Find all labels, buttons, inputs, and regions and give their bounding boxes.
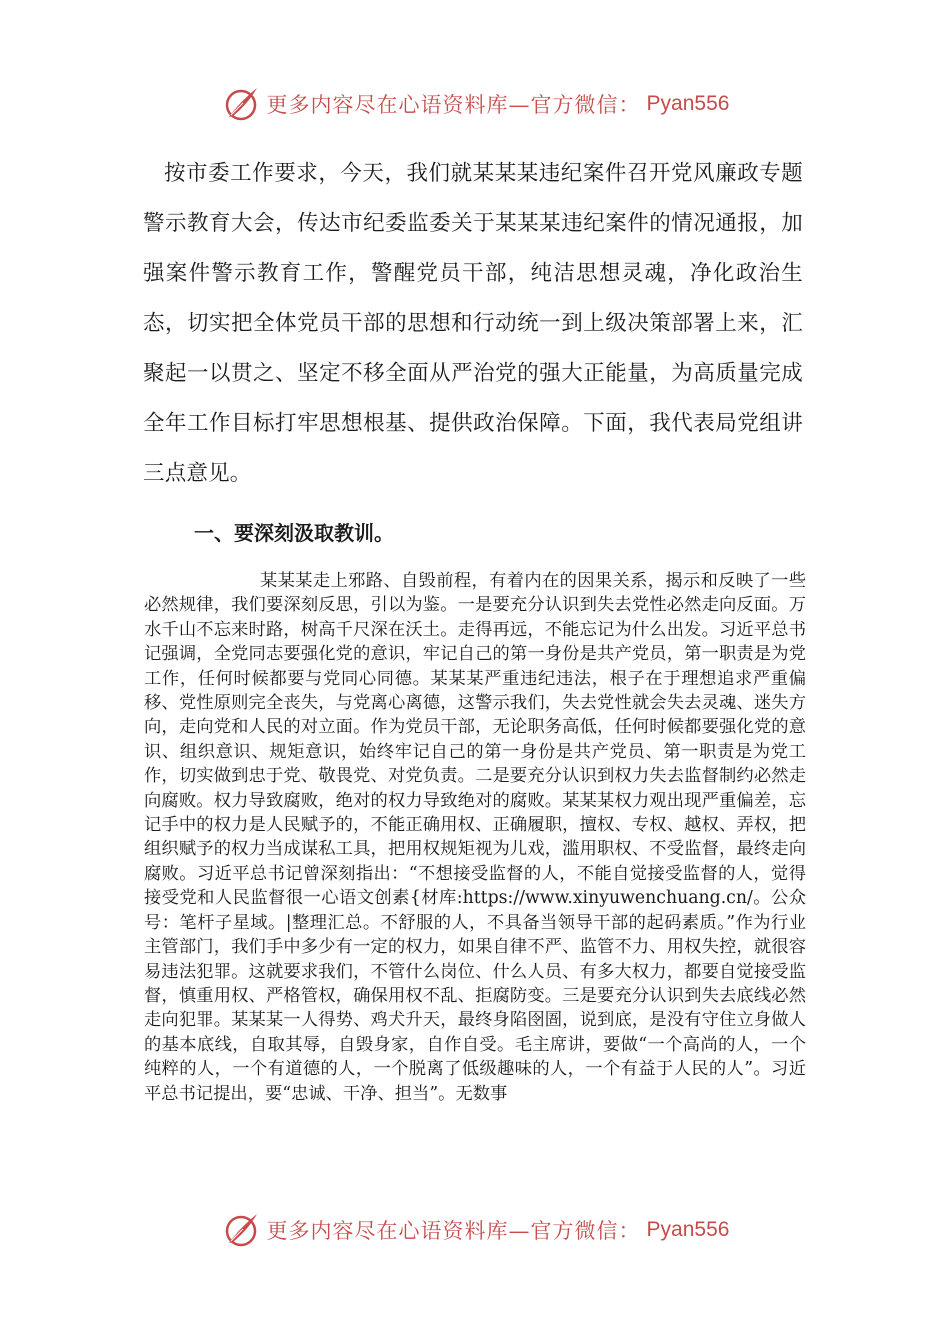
intro-paragraph: 按市委工作要求，今天，我们就某某某违纪案件召开党风廉政专题警示教育大会，传达市纪委监委关于某某某违纪案件的情况通报，加强案件警示教育工作，警醒党员干部，纯洁思想灵魂，净化政治生态，切实把全体党员干部的思想和行动统一到上级决策部署上来，汇聚起一以贯之、坚定不移全面从严治党的强大正能量，为高质量完成全年工作目标打牢思想根基、提供政治保障。下面，我代表局党组讲三点意见。: [143, 161, 803, 486]
footer-banner: [0, 1208, 950, 1252]
quill-pen-logo-icon: [221, 84, 261, 124]
section-heading: 一、要深刻汲取教训。: [194, 521, 394, 545]
banner-text: 更多内容尽在心语资料库—官方微信：: [266, 93, 641, 117]
banner-wechat-id: Pyan556: [646, 92, 730, 115]
quill-pen-logo-icon: [221, 1210, 261, 1250]
banner-text: 更多内容尽在心语资料库—官方微信：: [266, 1219, 641, 1243]
body-paragraph: 某某某走上邪路、自毁前程，有着内在的因果关系，揭示和反映了一些必然规律，我们要深刻反思，引以为鉴。一是要充分认识到失去党性必然走向反面。万水千山不忘来时路，树高千尺深在沃土。走得再远，不能忘记为什么出发。习近平总书记强调，全党同志要强化党的意识，牢记自己的第一身份是共产党员，第一职责是为党工作，任何时候都要与党同心同德。某某某严重违纪违法，根子在于理想追求严重偏移、党性原则完全丧失，与党离心离德，这警示我们，失去党性就会失去灵魂、迷失方向，走向党和人民的对立面。作为党员干部，无论职务高低，任何时候都要强化党的意识、组织意识、规矩意识，始终牢记自己的第一身份是共产党员、第一职责是为党工作，切实做到忠于党、敬畏党、对党负责。二是要充分认识到权力失去监督制约必然走向腐败。权力导致腐败，绝对的权力导致绝对的腐败。某某某权力观出现严重偏差，忘记手中的权力是人民赋予的，不能正确用权、正确履职，擅权、专权、越权、弄权，把组织赋予的权力当成谋私工具，把用权规矩视为儿戏，滥用职权、不受监督，最终走向腐败。习近平总书记曾深刻指出：“不想接受监督的人，不能自觉接受监督的人，觉得接受党和人民监督很一心语文创素{材库:https://www.xinyuwenchuang.cn/。公众号：笔杆子星域。|整理汇总。不舒服的人，不具备当领导干部的起码素质。”作为行业主管部门，我们手中多少有一定的权力，如果自律不严、监管不力、用权失控，就很容易违法犯罪。这就要求我们，不管什么岗位、什么人员、有多大权力，都要自觉接受监督，慎重用权、严格管权，确保用权不乱、拒腐防变。三是要充分认识到失去底线必然走向犯罪。某某某一人得势、鸡犬升天，最终身陷囹圄，说到底，是没有守住立身做人的基本底线，自取其辱，自毁身家，自作自受。毛主席讲，要做“一个高尚的人，一个纯粹的人，一个有道德的人，一个脱离了低级趣味的人，一个有益于人民的人”。习近平总书记提出，要“忠诚、干净、担当”。无数事: [144, 571, 806, 1104]
header-banner: [0, 82, 950, 126]
banner-wechat-id: Pyan556: [646, 1218, 730, 1241]
